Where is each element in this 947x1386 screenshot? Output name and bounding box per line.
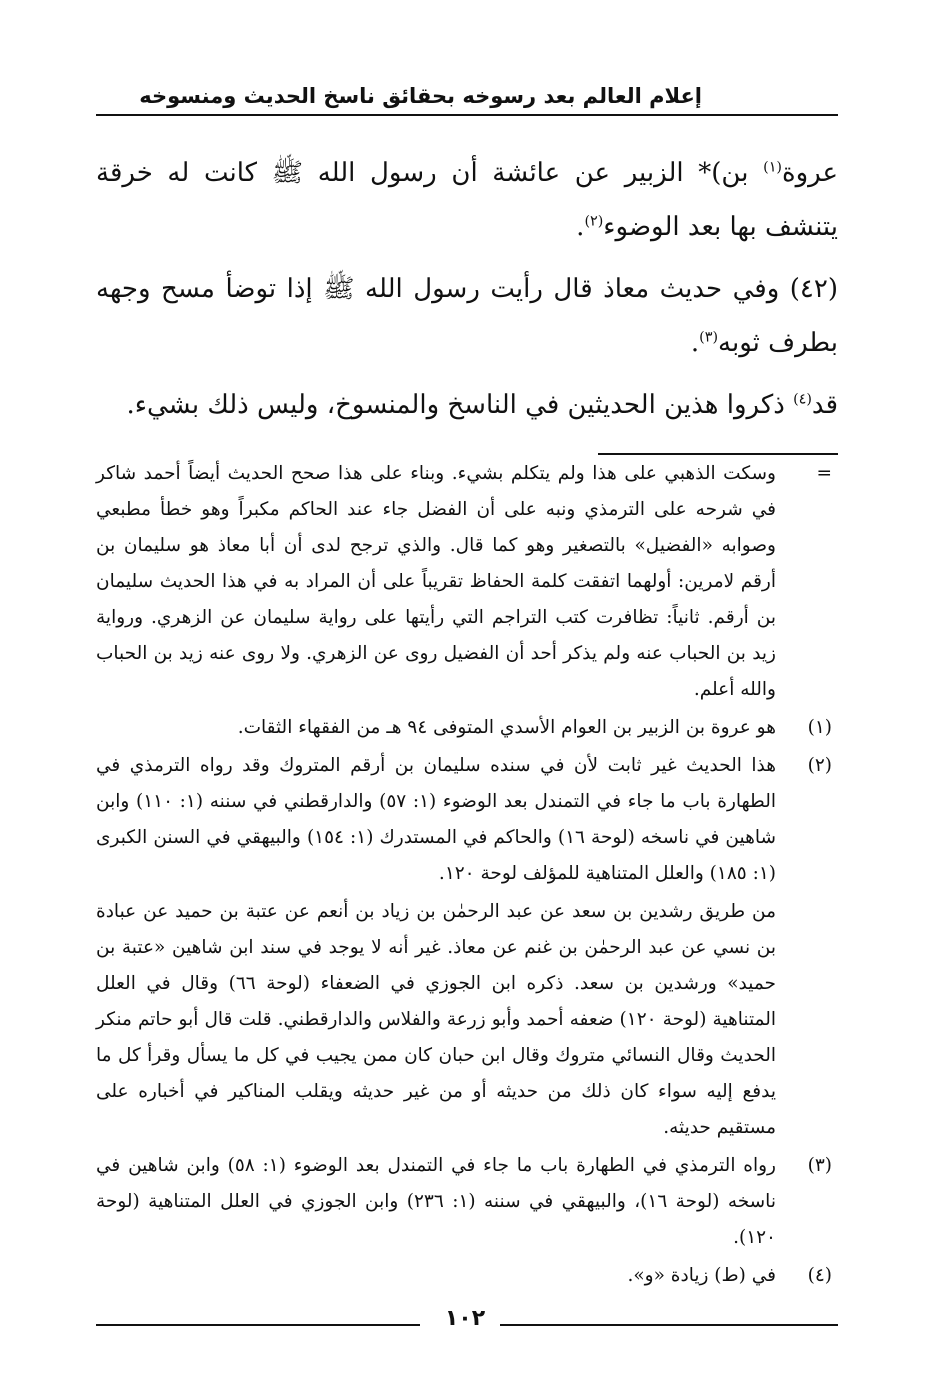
header-rule [96, 114, 838, 116]
footnote-2 [96, 748, 838, 892]
footer-rule-left [96, 1324, 420, 1326]
footnotes [96, 456, 838, 1294]
footnote-text: من طريق رشدين بن سعد عن عبد الرحمٰن بن زياد بن أنعم عن عتبة بن حميد عن عبادة بن نسي عن عبد الرحمٰن بن غنم عن معاذ. غير أنه لا يوجد في سند ابن شاهين «عتبة بن حميد» ورشدين بن سعد. ذكره ابن الجوزي في الضعفاء (لوحة ٦٦) وقال في العلل المتناهية (لوحة ١٢٠) ضعفه أحمد وأبو زرعة والفلاس والدارقطني. قلت قال أبو حاتم منكر الحديث وقال النسائي متروك وقال ابن حبان كان ممن يجيب في كل ما يسأل وقرأ كل ما يدفع إليه سواء كان ذلك من حديثه أو من غير حديثه ويقلب المناكير في أخباره على مستقيم حديثه. [96, 901, 777, 1138]
footnote-1 [96, 710, 838, 746]
footnote-continuation [96, 456, 838, 708]
footnote-number: (٢) [807, 755, 832, 776]
paragraph-text: قد [811, 390, 838, 420]
continuation-mark: = [816, 463, 832, 484]
footnote-text: وسكت الذهبي على هذا ولم يتكلم بشيء. وبناء على هذا صحح الحديث أيضاً أحمد شاكر في شرحه على الترمذي ونبه على أن الفضل جاء عند الحاكم مكبراً وهو خطأ مطبعي وصوابه «الفضيل» بالتصغير وهو كما قال. والذي ترجح لدى أن أبا معاذ هو سليمان بن أرقم لامرين: أولهما اتفقت كلمة الحفاظ تقريباً على أن المراد به في هذا الحديث سليمان بن أرقم. ثانياً: تظافرت كتب التراجم التي رأيتها على رواية سليمان عن الزهري. ورواية زيد بن الحباب عنه ولم يذكر أحد أن الفضيل روى عن الزهري. ولا روى عنه زيد بن الحباب والله أعلم. [96, 463, 776, 700]
footnote-text: هذا الحديث غير ثابت لأن في سنده سليمان بن أرقم المتروك وقد رواه الترمذي في الطهارة باب ما جاء في التمندل بعد الوضوء (١: ٥٧) والدارقطني في سننه (١: ١١٠) وابن شاهين في ناسخه (لوحة ١٦) والحاكم في المستدرك (١: ١٥٤) والبيهقي في السنن الكبرى (١: ١٨٥) والعلل المتناهية للمؤلف لوحة ١٢٠. [96, 755, 776, 884]
body-paragraph-3 [96, 378, 838, 432]
footnote-text: هو عروة بن الزبير بن العوام الأسدي المتوفى ٩٤ هـ من الفقهاء الثقات. [237, 717, 776, 738]
footnote-number: (٣) [807, 1155, 832, 1176]
footer-rule-right [500, 1324, 838, 1326]
paragraph-text: . [576, 212, 585, 242]
running-title: إعلام العالم بعد رسوخه بحقائق ناسخ الحديث ومنسوخه [139, 84, 702, 108]
paragraph-text: . [690, 328, 700, 358]
page-number: ١٠٢ [444, 1306, 486, 1331]
body-paragraph-2 [96, 262, 838, 370]
paragraph-text: بن)* الزبير عن عائشة أن رسول الله ﷺ كانت له خرقة يتنشف بها بعد الوضوء [96, 158, 838, 242]
footnote-text: رواه الترمذي في الطهارة باب ما جاء في التمندل بعد الوضوء (١: ٥٨) وابن شاهين في ناسخه (لوحة ١٦)، والبيهقي في سننه (١: ٢٣٦) وابن الجوزي في العلل المتناهية (لوحة ١٢٠). [96, 1155, 776, 1248]
footnote-number: (١) [807, 717, 832, 738]
footnote-separator [598, 453, 838, 455]
page-footer [96, 1304, 838, 1344]
footnote-ref[interactable]: (٢) [584, 213, 604, 230]
paragraph-text: عروة [781, 158, 838, 188]
paragraph-text: ذكروا هذين الحديثين في الناسخ والمنسوخ، وليس ذلك بشيء. [126, 390, 794, 420]
body-paragraph-1 [96, 146, 838, 254]
footnote-4 [96, 1258, 838, 1294]
footnote-ref[interactable]: (٣) [699, 329, 719, 346]
paragraph-text: (٤٢) وفي حديث معاذ قال رأيت رسول الله ﷺ إذا توضأ مسح وجهه بطرف ثوبه [96, 274, 838, 358]
footnote-ref[interactable]: (٤) [793, 391, 812, 408]
footnote-number: (٤) [807, 1265, 832, 1286]
footnote-2-continued [96, 894, 838, 1146]
footnote-3 [96, 1148, 838, 1256]
footnote-ref[interactable]: (١) [763, 159, 782, 176]
footnote-text: في (ط) زيادة «و». [627, 1265, 776, 1286]
